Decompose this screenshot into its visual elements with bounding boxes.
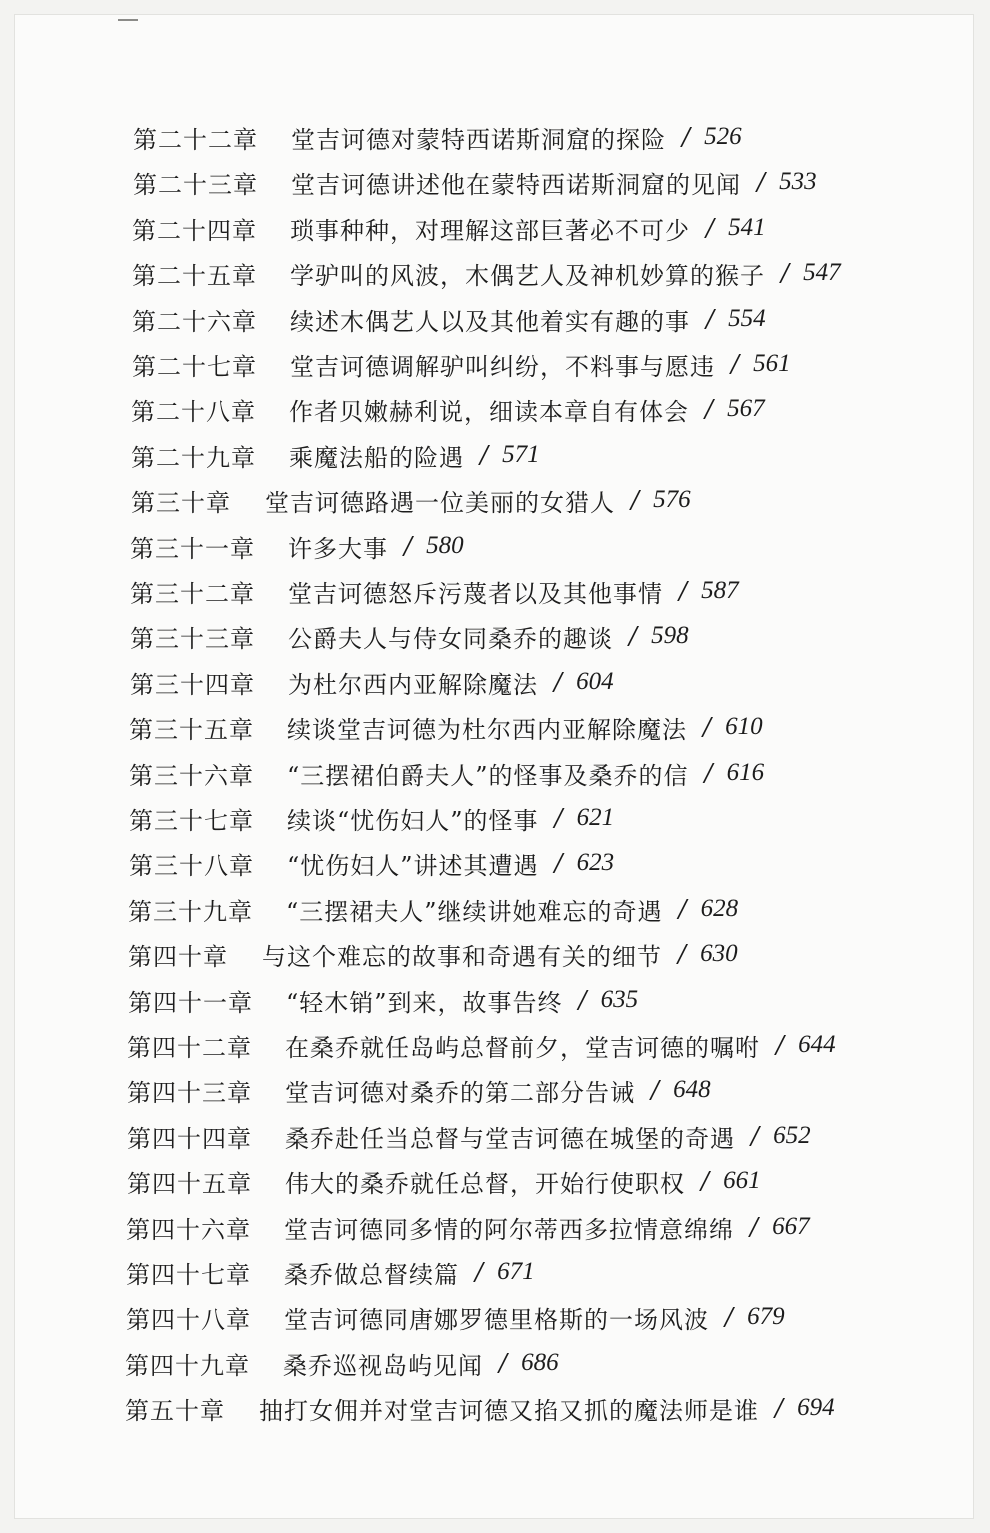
chapter-number: 第四十五章 (127, 1169, 252, 1198)
chapter-title: 伟大的桑乔就任总督，开始行使职权 (285, 1169, 685, 1198)
chapter-number: 第二十三章 (133, 170, 258, 199)
chapter-title: 堂吉诃德同唐娜罗德里格斯的一场风波 (284, 1305, 709, 1334)
chapter-title: 琐事种种，对理解这部巨著必不可少 (290, 216, 690, 245)
chapter-number: 第二十六章 (132, 307, 257, 336)
chapter-number: 第四十八章 (126, 1305, 251, 1334)
toc-entry (127, 1163, 761, 1199)
chapter-title: 堂吉诃德调解驴叫纠纷，不料事与愿违 (290, 352, 715, 381)
separator-slash: / (682, 123, 691, 151)
chapter-number: 第二十七章 (132, 352, 257, 381)
page-number: 610 (725, 713, 763, 740)
chapter-number: 第四十章 (128, 942, 228, 971)
separator-slash: / (578, 986, 587, 1014)
separator-slash: / (750, 1213, 759, 1241)
chapter-number: 第三十二章 (130, 579, 255, 608)
toc-entry (129, 709, 763, 745)
chapter-number: 第四十六章 (126, 1215, 251, 1244)
toc-entry (128, 936, 738, 972)
chapter-number: 第五十章 (125, 1396, 225, 1425)
chapter-number: 第三十五章 (129, 715, 254, 744)
toc-entry (132, 346, 791, 382)
separator-slash: / (651, 1076, 660, 1104)
chapter-title: 续谈堂吉诃德为杜尔西内亚解除魔法 (287, 715, 687, 744)
page-number: 630 (700, 940, 738, 967)
chapter-title: “三摆裙伯爵夫人”的怪事及桑乔的信 (287, 761, 689, 790)
separator-slash: / (404, 532, 413, 560)
page-number: 526 (704, 123, 742, 150)
chapter-title: 学驴叫的风波，木偶艺人及神机妙算的猴子 (290, 261, 765, 290)
toc-entry (132, 301, 766, 337)
page-number: 667 (772, 1213, 810, 1240)
chapter-number: 第四十四章 (127, 1124, 252, 1153)
separator-slash: / (706, 305, 715, 333)
page-number: 648 (673, 1076, 711, 1103)
chapter-number: 第二十四章 (132, 216, 257, 245)
chapter-number: 第四十九章 (125, 1351, 250, 1380)
toc-entry (127, 1072, 711, 1108)
chapter-title: 乘魔法船的险遇 (289, 443, 464, 472)
page-number: 628 (700, 895, 739, 922)
page-number: 679 (747, 1303, 785, 1330)
separator-slash: / (705, 395, 714, 423)
toc-entry (127, 1027, 836, 1063)
page-number: 547 (803, 259, 841, 286)
chapter-title: “轻木销”到来，故事告终 (286, 988, 563, 1017)
page-number: 644 (798, 1031, 836, 1058)
separator-slash: / (480, 441, 489, 469)
separator-slash: / (499, 1349, 508, 1377)
chapter-number: 第四十三章 (127, 1078, 252, 1107)
toc-entry (132, 210, 766, 246)
page-number: 671 (497, 1258, 535, 1285)
toc-entry (127, 1118, 811, 1154)
separator-slash: / (706, 214, 715, 242)
toc-entry (126, 1299, 785, 1335)
page-number: 554 (728, 305, 766, 332)
chapter-number: 第二十八章 (131, 397, 256, 426)
page-number: 580 (426, 532, 464, 559)
chapter-title: 在桑乔就任岛屿总督前夕，堂吉诃德的嘱咐 (285, 1033, 760, 1062)
chapter-number: 第四十二章 (127, 1033, 252, 1062)
chapter-number: 第二十五章 (132, 261, 257, 290)
chapter-number: 第三十章 (131, 488, 231, 517)
chapter-title: 堂吉诃德路遇一位美丽的女猎人 (265, 488, 615, 517)
separator-slash: / (775, 1394, 784, 1422)
chapter-title: 公爵夫人与侍女同桑乔的趣谈 (288, 624, 613, 653)
page-number: 686 (521, 1349, 559, 1376)
toc-entry (131, 482, 691, 518)
separator-slash: / (725, 1303, 734, 1331)
toc-entry (129, 845, 614, 881)
chapter-title: 与这个难忘的故事和奇遇有关的细节 (262, 942, 662, 971)
toc-entry (130, 528, 464, 564)
toc-entry (133, 164, 817, 200)
page-number: 604 (576, 668, 614, 695)
separator-slash: / (751, 1122, 760, 1150)
page-number: 541 (728, 214, 766, 241)
separator-slash: / (679, 577, 688, 605)
chapter-title: 堂吉诃德怒斥污蔑者以及其他事情 (288, 579, 663, 608)
chapter-number: 第三十七章 (129, 806, 254, 835)
separator-slash: / (776, 1031, 785, 1059)
toc-entry (132, 255, 841, 291)
chapter-number: 第三十九章 (128, 897, 253, 926)
chapter-number: 第三十六章 (129, 761, 254, 790)
toc-entry (129, 800, 614, 836)
page-number: 567 (727, 395, 765, 422)
page-number: 571 (502, 441, 540, 468)
page-number: 576 (653, 486, 691, 513)
toc-entry (125, 1390, 835, 1426)
page-number: 694 (797, 1394, 835, 1421)
toc-entry (128, 891, 738, 927)
chapter-title: 抽打女佣并对堂吉诃德又掐又抓的魔法师是谁 (259, 1396, 759, 1425)
separator-slash: / (554, 849, 563, 877)
separator-slash: / (757, 168, 766, 196)
book-page (14, 14, 974, 1519)
separator-slash: / (554, 668, 563, 696)
page-number: 616 (726, 759, 765, 786)
chapter-number: 第二十九章 (131, 443, 256, 472)
page-number: 621 (576, 804, 615, 831)
chapter-number: 第三十四章 (130, 670, 255, 699)
chapter-title: “忧伤妇人”讲述其遭遇 (287, 851, 539, 880)
separator-slash: / (678, 895, 687, 923)
toc-entry (129, 755, 764, 791)
page-number: 635 (600, 986, 639, 1013)
chapter-title: 续谈“忧伤妇人”的怪事 (287, 806, 539, 835)
toc-entry (130, 664, 614, 700)
chapter-title: 作者贝嫩赫利说，细读本章自有体会 (289, 397, 689, 426)
chapter-number: 第三十三章 (130, 624, 255, 653)
toc-entry (130, 573, 739, 609)
chapter-number: 第三十一章 (130, 534, 255, 563)
separator-slash: / (678, 940, 687, 968)
separator-slash: / (475, 1258, 484, 1286)
chapter-title: 桑乔巡视岛屿见闻 (283, 1351, 483, 1380)
chapter-number: 第四十一章 (128, 988, 253, 1017)
separator-slash: / (629, 622, 638, 650)
toc-entry (126, 1209, 810, 1245)
separator-slash: / (781, 259, 790, 287)
page-number: 587 (701, 577, 739, 604)
chapter-title: 堂吉诃德对桑乔的第二部分告诫 (285, 1078, 635, 1107)
separator-slash: / (704, 759, 713, 787)
chapter-title: 堂吉诃德讲述他在蒙特西诺斯洞窟的见闻 (291, 170, 741, 199)
chapter-title: 续述木偶艺人以及其他着实有趣的事 (290, 307, 690, 336)
toc-entry (126, 1254, 535, 1290)
toc-entry (128, 982, 638, 1018)
toc-entry (131, 391, 765, 427)
separator-slash: / (703, 713, 712, 741)
page-number: 623 (576, 849, 615, 876)
chapter-number: 第二十二章 (133, 125, 258, 154)
separator-slash: / (731, 350, 740, 378)
chapter-title: “三摆裙夫人”继续讲她难忘的奇遇 (286, 897, 663, 926)
chapter-title: 堂吉诃德对蒙特西诺斯洞窟的探险 (291, 125, 666, 154)
chapter-title: 许多大事 (288, 534, 388, 563)
page-number: 652 (773, 1122, 811, 1149)
separator-slash: / (631, 486, 640, 514)
toc-entry (133, 119, 742, 155)
chapter-title: 堂吉诃德同多情的阿尔蒂西多拉情意绵绵 (284, 1215, 734, 1244)
chapter-number: 第三十八章 (129, 851, 254, 880)
page-number: 533 (779, 168, 817, 195)
toc-entry (130, 618, 689, 654)
chapter-title: 为杜尔西内亚解除魔法 (288, 670, 538, 699)
table-of-contents (15, 15, 973, 1518)
page-number: 661 (723, 1167, 761, 1194)
chapter-title: 桑乔做总督续篇 (284, 1260, 459, 1289)
page-number: 598 (651, 622, 689, 649)
separator-slash: / (701, 1167, 710, 1195)
page-number: 561 (753, 350, 791, 377)
separator-slash: / (554, 804, 563, 832)
chapter-title: 桑乔赴任当总督与堂吉诃德在城堡的奇遇 (285, 1124, 735, 1153)
toc-entry (131, 437, 540, 473)
chapter-number: 第四十七章 (126, 1260, 251, 1289)
toc-entry (125, 1345, 559, 1381)
